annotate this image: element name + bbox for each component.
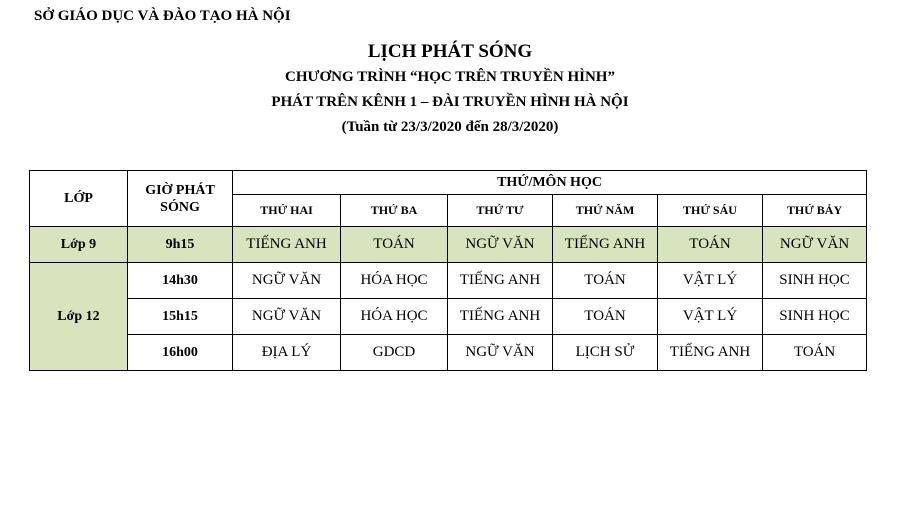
subject-cell: NGỮ VĂN <box>448 227 553 263</box>
day-header: THỨ NĂM <box>553 195 658 227</box>
subject-cell: NGỮ VĂN <box>763 227 867 263</box>
subject-cell: TIẾNG ANH <box>658 335 763 371</box>
time-cell: 9h15 <box>128 227 233 263</box>
schedule-body <box>30 227 867 371</box>
subject-cell: SINH HỌC <box>763 263 867 299</box>
broadcast-schedule-table <box>29 170 867 371</box>
subject-cell: LỊCH SỬ <box>553 335 658 371</box>
subject-cell: VẬT LÝ <box>658 299 763 335</box>
week-range: (Tuần từ 23/3/2020 đến 28/3/2020) <box>341 119 559 135</box>
time-cell: 15h15 <box>128 299 233 335</box>
table-row <box>30 335 867 371</box>
subject-cell: HÓA HỌC <box>341 299 448 335</box>
subject-cell: VẬT LÝ <box>658 263 763 299</box>
subject-cell: ĐỊA LÝ <box>233 335 341 371</box>
day-header: THỨ BẢY <box>763 195 867 227</box>
subject-cell: TOÁN <box>341 227 448 263</box>
subject-cell: NGỮ VĂN <box>233 263 341 299</box>
subject-cell: HÓA HỌC <box>341 263 448 299</box>
time-cell: 16h00 <box>128 335 233 371</box>
subject-cell: SINH HỌC <box>763 299 867 335</box>
subject-cell: TOÁN <box>553 263 658 299</box>
table-row <box>30 227 867 263</box>
document-title: LỊCH PHÁT SÓNG <box>367 41 533 62</box>
subject-cell: TIẾNG ANH <box>448 299 553 335</box>
column-header-class: LỚP <box>30 171 128 227</box>
subject-cell: GDCD <box>341 335 448 371</box>
subject-cell: TOÁN <box>658 227 763 263</box>
column-header-day-subject: THỨ/MÔN HỌC <box>233 171 867 195</box>
time-cell: 14h30 <box>128 263 233 299</box>
day-header: THỨ SÁU <box>658 195 763 227</box>
subject-cell: TOÁN <box>553 299 658 335</box>
class-cell: Lớp 9 <box>30 227 128 263</box>
day-header: THỨ BA <box>341 195 448 227</box>
subject-cell: TIẾNG ANH <box>448 263 553 299</box>
class-cell: Lớp 12 <box>30 263 128 371</box>
subject-cell: NGỮ VĂN <box>448 335 553 371</box>
channel-info: PHÁT TRÊN KÊNH 1 – ĐÀI TRUYỀN HÌNH HÀ NỘI <box>271 94 629 110</box>
header-row-top <box>30 171 867 195</box>
subject-cell: NGỮ VĂN <box>233 299 341 335</box>
table-row <box>30 263 867 299</box>
subject-cell: TIẾNG ANH <box>553 227 658 263</box>
subject-cell: TOÁN <box>763 335 867 371</box>
table-row <box>30 299 867 335</box>
day-header: THỨ TƯ <box>448 195 553 227</box>
program-name: CHƯƠNG TRÌNH “HỌC TRÊN TRUYỀN HÌNH” <box>285 69 615 85</box>
subject-cell: TIẾNG ANH <box>233 227 341 263</box>
organization-name: SỞ GIÁO DỤC VÀ ĐÀO TẠO HÀ NỘI <box>34 8 291 24</box>
day-header: THỨ HAI <box>233 195 341 227</box>
column-header-time: GIỜ PHÁT SÓNG <box>128 171 233 227</box>
